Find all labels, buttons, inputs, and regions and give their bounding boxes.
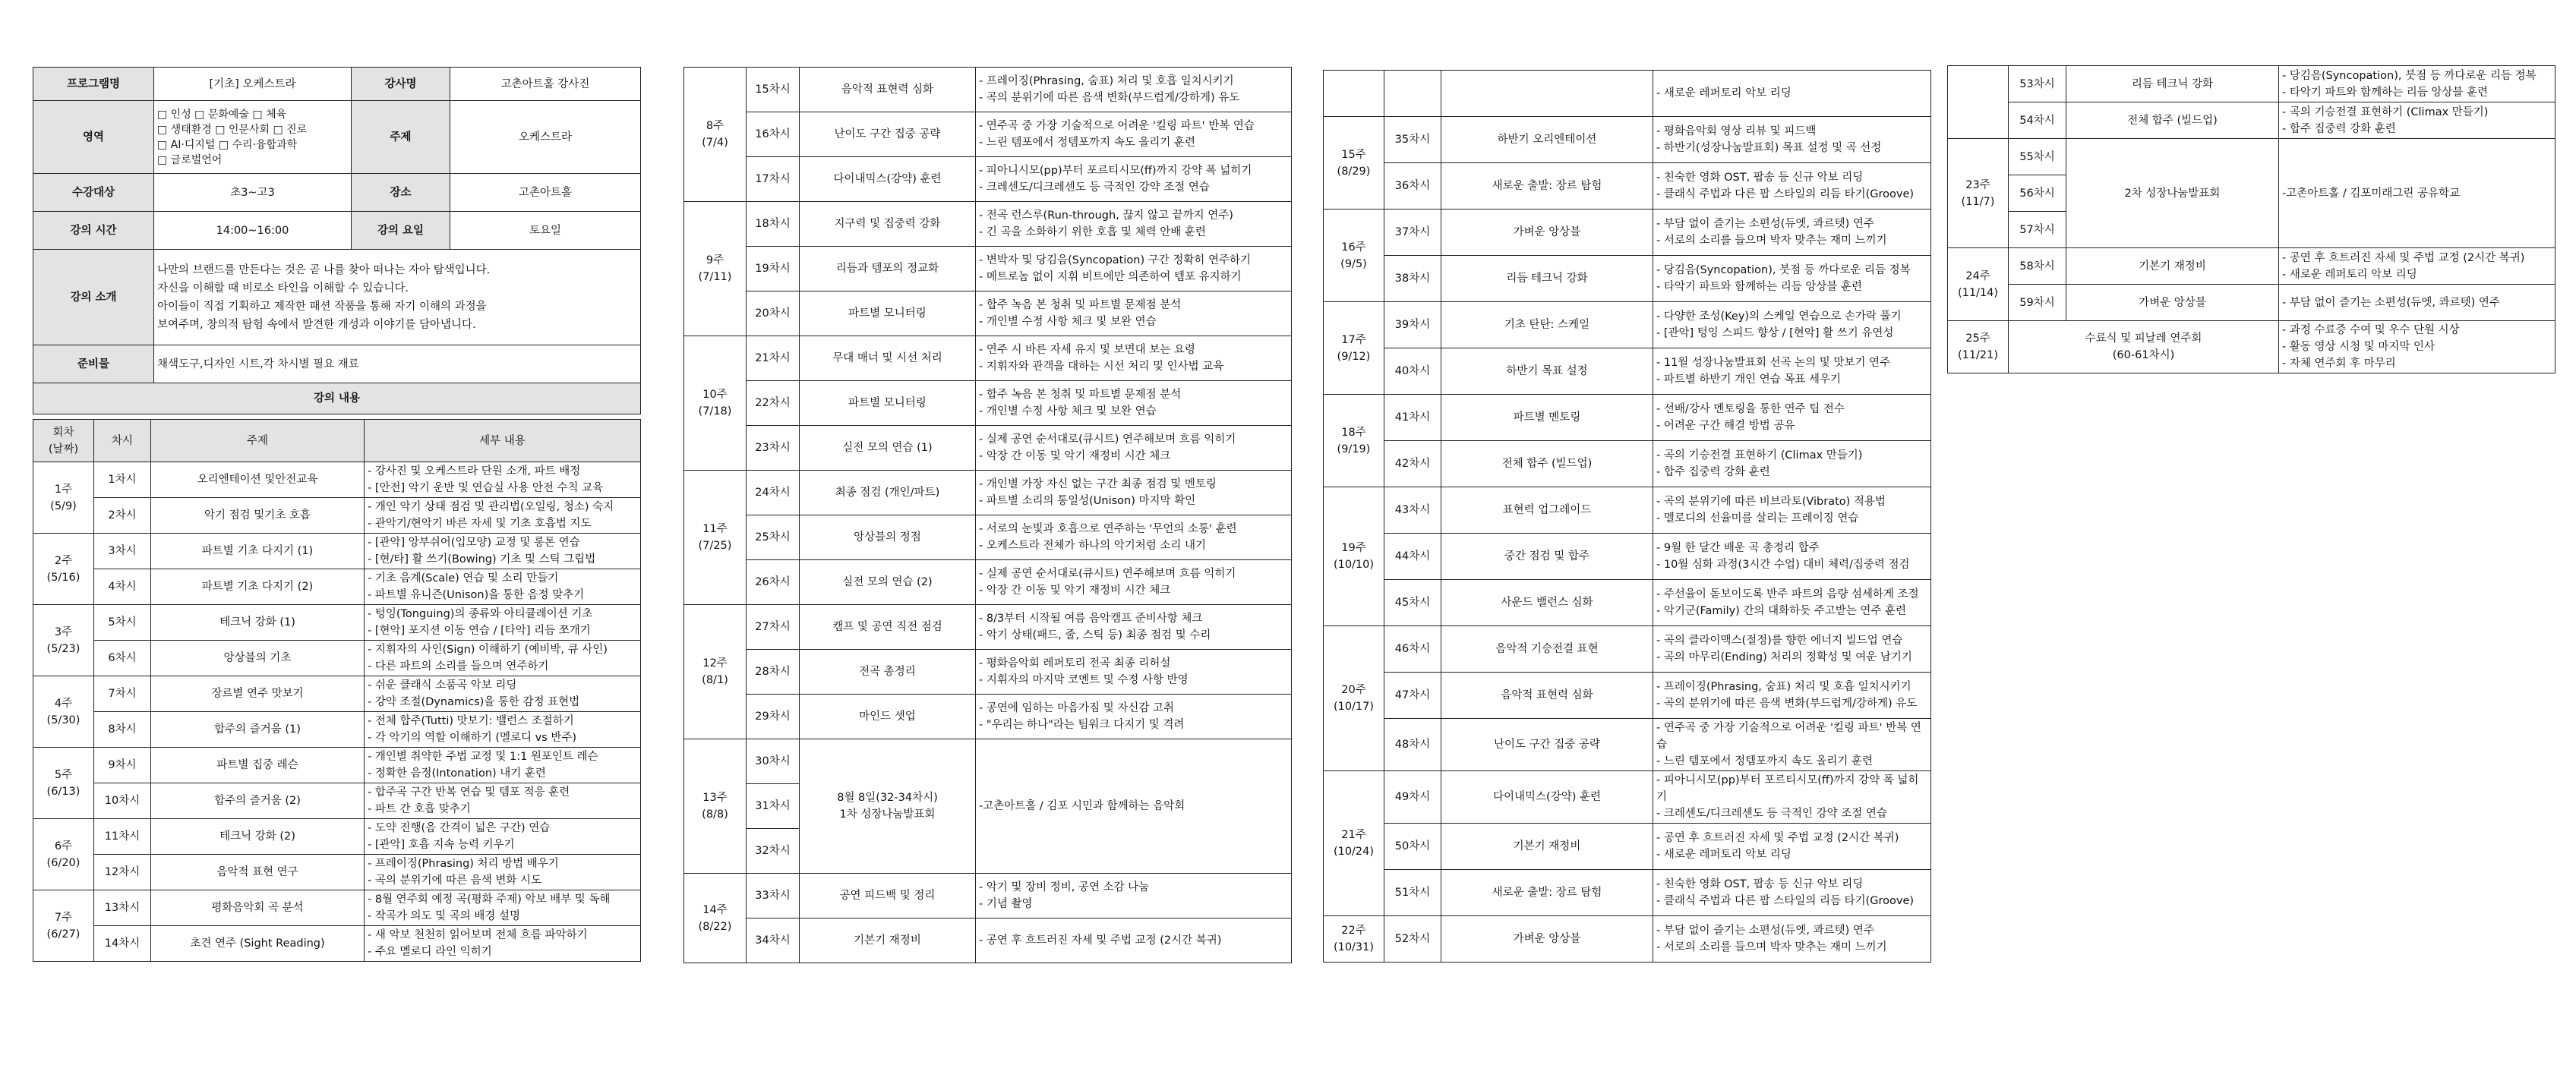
- session-cell: 18차시: [747, 202, 800, 247]
- week-cell: 18주 (9/19): [1324, 395, 1384, 487]
- session-cell: 10차시: [94, 783, 151, 819]
- week-cell: 1주 (5/9): [33, 462, 94, 534]
- week-cell: 8주 (7/4): [684, 68, 747, 202]
- detail-cell: - 변박자 및 당김음(Syncopation) 구간 정확히 연주하기 - 메트로놈 없이 지휘 비트에만 의존하여 템포 유지하기: [976, 247, 1292, 291]
- program-info-table: [33, 67, 641, 414]
- session-cell: 42차시: [1384, 441, 1441, 487]
- week-cell: 7주 (6/27): [33, 890, 94, 962]
- topic-cell: 전체 합주 (빌드업): [2066, 102, 2279, 139]
- session-cell: 38차시: [1384, 256, 1441, 302]
- detail-cell: - 연주 시 바른 자세 유지 및 보면대 보는 요령 - 지휘자와 관객을 대하는 시선 처리 및 인사법 교육: [976, 336, 1292, 381]
- table-row: [1948, 285, 2555, 321]
- topic-cell: 다이내믹스(강약) 훈련: [800, 157, 976, 202]
- content-heading: 강의 내용: [33, 383, 641, 414]
- topic-cell: 합주의 즐거움 (1): [151, 712, 365, 748]
- session-cell: 15차시: [747, 68, 800, 112]
- detail-cell: - 개인 악기 상태 점검 및 관리법(오일링, 청소) 숙지 - 관악기/현악기 바른 자세 및 기초 호흡법 지도: [365, 498, 641, 534]
- session-cell: 52차시: [1384, 916, 1441, 963]
- detail-cell: - 쉬운 클래식 소품곡 악보 리딩 - 강약 조절(Dynamics)을 통한 감정 표현법: [365, 676, 641, 712]
- topic-cell: 기본기 재정비: [1441, 824, 1653, 870]
- time-value: 14:00~16:00: [154, 212, 352, 250]
- theme-value: 오케스트라: [450, 101, 641, 174]
- topic-cell: 리듬 테크닉 강화: [1441, 256, 1653, 302]
- table-row: [1324, 580, 1931, 626]
- table-row: [684, 695, 1292, 739]
- week-cell: 11주 (7/25): [684, 471, 747, 605]
- topic-cell: 하반기 목표 설정: [1441, 348, 1653, 395]
- topic-cell: 음악적 표현 연구: [151, 855, 365, 890]
- detail-cell: - 평화음악회 영상 리뷰 및 피드백 - 하반기(성장나눔발표회) 목표 설정 및 곡 선정: [1653, 117, 1931, 163]
- table-row: [1324, 117, 1931, 163]
- instructor-label: 강사명: [352, 68, 450, 101]
- session-cell: 9차시: [94, 748, 151, 783]
- week-cell: 4주 (5/30): [33, 676, 94, 748]
- day-label: 강의 요일: [352, 212, 450, 250]
- week-cell: 12주 (8/1): [684, 605, 747, 739]
- table-row: [33, 641, 641, 676]
- topic-cell: 장르별 연주 맛보기: [151, 676, 365, 712]
- detail-cell: - 당김음(Syncopation), 붓점 등 까다로운 리듬 정복 - 타악기 파트와 함께하는 리듬 앙상블 훈련: [2279, 66, 2555, 102]
- table-row: [1324, 870, 1931, 916]
- table-row: [684, 471, 1292, 515]
- table-row: [1324, 71, 1931, 117]
- week-cell: [1324, 71, 1384, 117]
- topic-cell: 새로운 출발: 장르 탐험: [1441, 163, 1653, 210]
- session-cell: 30차시: [747, 739, 800, 784]
- table-row: [684, 426, 1292, 471]
- detail-cell: - 강사진 및 오케스트라 단원 소개, 파트 배정 - [안전] 악기 운반 및 연습실 사용 안전 수칙 교육: [365, 462, 641, 498]
- topic-cell: 가벼운 앙상블: [1441, 916, 1653, 963]
- session-cell: 20차시: [747, 291, 800, 336]
- detail-cell: - 공연에 임하는 마음가짐 및 자신감 고취 - "우리는 하나"라는 팀워크 다지기 및 격려: [976, 695, 1292, 739]
- table-row: [33, 462, 641, 498]
- week-cell: 6주 (6/20): [33, 819, 94, 890]
- session-cell: [1384, 71, 1441, 117]
- session-cell: 25차시: [747, 515, 800, 560]
- detail-cell: - 9월 한 달간 배운 곡 총정리 합주 - 10월 심화 과정(3시간 수업) 대비 체력/집중력 점검: [1653, 534, 1931, 580]
- topic-cell: 난이도 구간 집중 공략: [800, 112, 976, 157]
- detail-cell: - 곡의 분위기에 따른 비브라토(Vibrato) 적용법 - 멜로디의 선율미를 살리는 프레이징 연습: [1653, 487, 1931, 534]
- week-cell: 2주 (5/16): [33, 534, 94, 605]
- topic-cell: 공연 피드백 및 정리: [800, 874, 976, 918]
- topic-cell: 음악적 표현력 심화: [800, 68, 976, 112]
- detail-cell: - 8/3부터 시작될 여름 음악캠프 준비사항 체크 - 악기 상태(패드, 줄, 스틱 등) 최종 점검 및 수리: [976, 605, 1292, 650]
- day-value: 토요일: [450, 212, 641, 250]
- topic-cell: 테크닉 강화 (2): [151, 819, 365, 855]
- session-cell: 14차시: [94, 926, 151, 962]
- week-cell: 19주 (10/10): [1324, 487, 1384, 626]
- detail-cell: - 선배/강사 멘토링을 통한 연주 팁 전수 - 어려운 구간 해결 방법 공유: [1653, 395, 1931, 441]
- session-cell: 48차시: [1384, 719, 1441, 771]
- topic-cell: 초견 연주 (Sight Reading): [151, 926, 365, 962]
- detail-cell: - 다양한 조성(Key)의 스케일 연습으로 손가락 풀기 - [관악] 텅잉 스피드 향상 / [현악] 활 쓰기 유연성: [1653, 302, 1931, 348]
- session-cell: 12차시: [94, 855, 151, 890]
- topic-cell: 캠프 및 공연 직전 점검: [800, 605, 976, 650]
- table-row: [33, 605, 641, 641]
- topic-cell: 평화음악회 곡 분석: [151, 890, 365, 926]
- session-cell: 29차시: [747, 695, 800, 739]
- table-row: [1324, 348, 1931, 395]
- topic-cell: [1441, 71, 1653, 117]
- detail-cell: - 부담 없이 즐기는 소편성(듀엣, 콰르텟) 연주 - 서로의 소리를 들으며 박자 맞추는 재미 느끼기: [1653, 916, 1931, 963]
- session-cell: 36차시: [1384, 163, 1441, 210]
- week-cell: 22주 (10/31): [1324, 916, 1384, 963]
- topic-cell: 앙상블의 기초: [151, 641, 365, 676]
- topic-cell: 실전 모의 연습 (1): [800, 426, 976, 471]
- table-row: [33, 534, 641, 569]
- detail-cell: - 전체 합주(Tutti) 맛보기: 밸런스 조절하기 - 각 악기의 역할 이해하기 (멜로디 vs 반주): [365, 712, 641, 748]
- detail-cell: - 서로의 눈빛과 호흡으로 연주하는 '무언의 소통' 훈련 - 오케스트라 전체가 하나의 악기처럼 소리 내기: [976, 515, 1292, 560]
- topic-cell: 리듬 테크닉 강화: [2066, 66, 2279, 102]
- detail-cell: -고촌아트홀 / 김포 시민과 함께하는 음악회: [976, 739, 1292, 874]
- session-cell: 40차시: [1384, 348, 1441, 395]
- session-cell: 1차시: [94, 462, 151, 498]
- header-detail: 세부 내용: [365, 420, 641, 462]
- detail-cell: - 도약 진행(음 간격이 넓은 구간) 연습 - [관악] 호흡 지속 능력 키우기: [365, 819, 641, 855]
- table-row: [33, 676, 641, 712]
- table-row: [684, 112, 1292, 157]
- week-cell: 5주 (6/13): [33, 748, 94, 819]
- table-row: [1948, 321, 2555, 373]
- session-cell: 37차시: [1384, 210, 1441, 256]
- table-row: [1324, 534, 1931, 580]
- table-row: [1324, 210, 1931, 256]
- session-cell: 55차시: [2009, 139, 2066, 175]
- target-label: 수강대상: [33, 174, 154, 212]
- detail-cell: - 피아니시모(pp)부터 포르티시모(ff)까지 강약 폭 넓히기 - 크레센도/디크레센도 등 극적인 강약 조절 연습: [1653, 771, 1931, 824]
- week-cell: 9주 (7/11): [684, 202, 747, 336]
- prep-value: 채색도구,디자인 시트,각 차시별 필요 재료: [154, 345, 641, 383]
- header-week: 회차 (날짜): [33, 420, 94, 462]
- table-row: [1324, 719, 1931, 771]
- detail-cell: - 평화음악회 레퍼토리 전곡 최종 리허설 - 지휘자의 마지막 코멘트 및 수정 사항 반영: [976, 650, 1292, 695]
- week-cell: [1948, 66, 2009, 139]
- topic-cell: 기본기 재정비: [800, 918, 976, 963]
- session-cell: 22차시: [747, 381, 800, 426]
- session-cell: 54차시: [2009, 102, 2066, 139]
- table-row: [33, 890, 641, 926]
- detail-cell: - 텅잉(Tonguing)의 종류와 아티큘레이션 기초 - [현악] 포지션 이동 연습 / [타악] 리듬 쪼개기: [365, 605, 641, 641]
- topic-cell: 지구력 및 집중력 강화: [800, 202, 976, 247]
- schedule-panel-1: [33, 67, 640, 962]
- topic-cell: 새로운 출발: 장르 탐험: [1441, 870, 1653, 916]
- detail-cell: - 새 악보 천천히 읽어보며 전체 흐름 파악하기 - 주요 멜로디 라인 익히기: [365, 926, 641, 962]
- topic-cell: 기본기 재정비: [2066, 248, 2279, 285]
- topic-cell: 전체 합주 (빌드업): [1441, 441, 1653, 487]
- session-cell: 44차시: [1384, 534, 1441, 580]
- detail-cell: - 연주곡 중 가장 기술적으로 어려운 '킬링 파트' 반복 연습 - 느린 템포에서 정템포까지 속도 올리기 훈련: [976, 112, 1292, 157]
- table-row: [1324, 395, 1931, 441]
- topic-cell: 표현력 업그레이드: [1441, 487, 1653, 534]
- detail-cell: -고촌아트홀 / 김포미래그린 공유학교: [2279, 139, 2555, 248]
- week-cell: 21주 (10/24): [1324, 771, 1384, 916]
- schedule-panel-3: [1323, 70, 1930, 963]
- session-cell: 59차시: [2009, 285, 2066, 321]
- session-cell: 33차시: [747, 874, 800, 918]
- program-value: [기초] 오케스트라: [154, 68, 352, 101]
- table-row: [33, 819, 641, 855]
- program-label: 프로그램명: [33, 68, 154, 101]
- table-row: [1324, 163, 1931, 210]
- session-cell: 43차시: [1384, 487, 1441, 534]
- topic-cell: 리듬과 템포의 정교화: [800, 247, 976, 291]
- week-cell: 13주 (8/8): [684, 739, 747, 874]
- table-row: [1324, 824, 1931, 870]
- detail-cell: - 과정 수료증 수여 및 우수 단원 시상 - 활동 영상 시청 및 마지막 인사 - 자체 연주회 후 마무리: [2279, 321, 2555, 373]
- detail-cell: - 주선율이 돋보이도록 반주 파트의 음량 섬세하게 조절 - 악기군(Family) 간의 대화하듯 주고받는 연주 훈련: [1653, 580, 1931, 626]
- detail-cell: - 당김음(Syncopation), 붓점 등 까다로운 리듬 정복 - 타악기 파트와 함께하는 리듬 앙상블 훈련: [1653, 256, 1931, 302]
- week-cell: 16주 (9/5): [1324, 210, 1384, 302]
- table-row: [1324, 771, 1931, 824]
- detail-cell: - 공연 후 흐트러진 자세 및 주법 교정 (2시간 복귀): [976, 918, 1292, 963]
- session-cell: 21차시: [747, 336, 800, 381]
- schedule-table-2: [683, 67, 1292, 963]
- week-cell: 25주 (11/21): [1948, 321, 2009, 373]
- session-cell: 7차시: [94, 676, 151, 712]
- session-cell: 41차시: [1384, 395, 1441, 441]
- table-row: [1948, 102, 2555, 139]
- topic-cell: 난이도 구간 집중 공략: [1441, 719, 1653, 771]
- schedule-panel-4: [1947, 65, 2555, 373]
- schedule-table-4: [1947, 65, 2555, 373]
- detail-cell: - 합주 녹음 본 청취 및 파트별 문제점 분석 - 개인별 수정 사항 체크 및 보완 연습: [976, 291, 1292, 336]
- session-cell: 5차시: [94, 605, 151, 641]
- detail-cell: - 친숙한 영화 OST, 팝송 등 신규 악보 리딩 - 클래식 주법과 다른 팝 스타일의 리듬 타기(Groove): [1653, 870, 1931, 916]
- session-cell: 58차시: [2009, 248, 2066, 285]
- table-row: [684, 874, 1292, 918]
- header-session: 차시: [94, 420, 151, 462]
- detail-cell: - 개인별 가장 자신 없는 구간 최종 점검 및 멘토링 - 파트별 소리의 통일성(Unison) 마지막 확인: [976, 471, 1292, 515]
- detail-cell: - 프레이징(Phrasing) 처리 방법 배우기 - 곡의 분위기에 따른 음색 변화 시도: [365, 855, 641, 890]
- header-topic: 주제: [151, 420, 365, 462]
- detail-cell: - 합주 녹음 본 청취 및 파트별 문제점 분석 - 개인별 수정 사항 체크 및 보완 연습: [976, 381, 1292, 426]
- session-cell: 35차시: [1384, 117, 1441, 163]
- session-cell: 32차시: [747, 829, 800, 874]
- topic-cell: 파트별 멘토링: [1441, 395, 1653, 441]
- place-value: 고촌아트홀: [450, 174, 641, 212]
- table-row: [33, 498, 641, 534]
- topic-cell: 8월 8일(32-34차시) 1차 성장나눔발표회: [800, 739, 976, 874]
- table-row: [684, 247, 1292, 291]
- topic-cell: 하반기 오리엔테이션: [1441, 117, 1653, 163]
- session-cell: 49차시: [1384, 771, 1441, 824]
- area-checkboxes: □ 인성 □ 문화예술 □ 체육 □ 생태환경 □ 인문사회 □ 진로 □ AI·디지털 □ 수리·융합과학 □ 글로벌언어: [154, 101, 352, 174]
- detail-cell: - 개인별 취약한 주법 교정 및 1:1 원포인트 레슨 - 정확한 음정(Intonation) 내기 훈련: [365, 748, 641, 783]
- detail-cell: - 곡의 기승전결 표현하기 (Climax 만들기) - 합주 집중력 강화 훈련: [2279, 102, 2555, 139]
- table-row: [684, 68, 1292, 112]
- session-cell: 23차시: [747, 426, 800, 471]
- table-row: [33, 712, 641, 748]
- detail-cell: - 친숙한 영화 OST, 팝송 등 신규 악보 리딩 - 클래식 주법과 다른 팝 스타일의 리듬 타기(Groove): [1653, 163, 1931, 210]
- merged-topic-cell: 수료식 및 피날레 연주회 (60-61차시): [2009, 321, 2279, 373]
- topic-cell: 테크닉 강화 (1): [151, 605, 365, 641]
- time-label: 강의 시간: [33, 212, 154, 250]
- table-row: [1324, 916, 1931, 963]
- session-cell: 2차시: [94, 498, 151, 534]
- session-cell: 17차시: [747, 157, 800, 202]
- table-row: [684, 381, 1292, 426]
- week-cell: 15주 (8/29): [1324, 117, 1384, 210]
- intro-text: 나만의 브랜드를 만든다는 것은 곧 나를 찾아 떠나는 자아 탐색입니다. 자신을 이해할 때 비로소 타인을 이해할 수 있습니다. 아이들이 직접 기획하고 제작한 패션 작품을 통해 자기 이해의 과정을 보여주며, 창의적 탐험 속에서 발견한 개성과 이야기를 담아냅니다.: [154, 250, 641, 345]
- session-cell: 26차시: [747, 560, 800, 605]
- detail-cell: - 실제 공연 순서대로(큐시트) 연주해보며 흐름 익히기 - 악장 간 이동 및 악기 재정비 시간 체크: [976, 426, 1292, 471]
- topic-cell: 합주의 즐거움 (2): [151, 783, 365, 819]
- theme-label: 주제: [352, 101, 450, 174]
- table-row: [684, 650, 1292, 695]
- table-row: [684, 202, 1292, 247]
- table-row: [1948, 248, 2555, 285]
- detail-cell: - 프레이징(Phrasing, 숨표) 처리 및 호흡 일치시키기 - 곡의 분위기에 따른 음색 변화(부드럽게/강하게) 유도: [976, 68, 1292, 112]
- session-cell: 39차시: [1384, 302, 1441, 348]
- topic-cell: 오리엔테이션 및안전교육: [151, 462, 365, 498]
- topic-cell: 파트별 모니터링: [800, 381, 976, 426]
- topic-cell: 마인드 셋업: [800, 695, 976, 739]
- schedule-table-3: [1323, 70, 1931, 963]
- session-cell: 46차시: [1384, 626, 1441, 673]
- topic-cell: 전곡 총정리: [800, 650, 976, 695]
- topic-cell: 앙상블의 정점: [800, 515, 976, 560]
- detail-cell: - 악기 및 장비 정비, 공연 소감 나눔 - 기념 촬영: [976, 874, 1292, 918]
- session-cell: 50차시: [1384, 824, 1441, 870]
- topic-cell: 파트별 기초 다지기 (2): [151, 569, 365, 605]
- topic-cell: 최종 점검 (개인/파트): [800, 471, 976, 515]
- table-row: [684, 515, 1292, 560]
- table-row: [33, 926, 641, 962]
- table-row: [684, 560, 1292, 605]
- session-cell: 11차시: [94, 819, 151, 855]
- detail-cell: - 곡의 기승전결 표현하기 (Climax 만들기) - 합주 집중력 강화 훈련: [1653, 441, 1931, 487]
- session-cell: 45차시: [1384, 580, 1441, 626]
- table-row: [684, 291, 1292, 336]
- session-cell: 57차시: [2009, 212, 2066, 248]
- detail-cell: - 피아니시모(pp)부터 포르티시모(ff)까지 강약 폭 넓히기 - 크레센도/디크레센도 등 극적인 강약 조절 연습: [976, 157, 1292, 202]
- schedule-table-1: [33, 419, 641, 962]
- session-cell: 51차시: [1384, 870, 1441, 916]
- table-row: [33, 569, 641, 605]
- table-row: [684, 157, 1292, 202]
- topic-cell: 가벼운 앙상블: [2066, 285, 2279, 321]
- topic-cell: 사운드 밸런스 심화: [1441, 580, 1653, 626]
- week-cell: 14주 (8/22): [684, 874, 747, 963]
- topic-cell: 중간 점검 및 합주: [1441, 534, 1653, 580]
- session-cell: 6차시: [94, 641, 151, 676]
- session-cell: 28차시: [747, 650, 800, 695]
- topic-cell: 파트별 기초 다지기 (1): [151, 534, 365, 569]
- place-label: 장소: [352, 174, 450, 212]
- topic-cell: 음악적 기승전결 표현: [1441, 626, 1653, 673]
- detail-cell: - 부담 없이 즐기는 소편성(듀엣, 콰르텟) 연주: [2279, 285, 2555, 321]
- session-cell: 27차시: [747, 605, 800, 650]
- session-cell: 3차시: [94, 534, 151, 569]
- session-cell: 13차시: [94, 890, 151, 926]
- session-cell: 8차시: [94, 712, 151, 748]
- session-cell: 47차시: [1384, 673, 1441, 719]
- intro-label: 강의 소개: [33, 250, 154, 345]
- detail-cell: - 새로운 레퍼토리 악보 리딩: [1653, 71, 1931, 117]
- week-cell: 10주 (7/18): [684, 336, 747, 471]
- week-cell: 17주 (9/12): [1324, 302, 1384, 395]
- detail-cell: - 연주곡 중 가장 기술적으로 어려운 '킬링 파트' 반복 연습 - 느린 템포에서 정템포까지 속도 올리기 훈련: [1653, 719, 1931, 771]
- table-row: [33, 783, 641, 819]
- session-cell: 16차시: [747, 112, 800, 157]
- table-row: [33, 855, 641, 890]
- detail-cell: - 8월 연주회 예정 곡(평화 주제) 악보 배부 및 독해 - 작곡가 의도 및 곡의 배경 설명: [365, 890, 641, 926]
- target-value: 초3~고3: [154, 174, 352, 212]
- detail-cell: - 곡의 클라이맥스(절정)를 향한 에너지 빌드업 연습 - 곡의 마무리(Ending) 처리의 정확성 및 여운 남기기: [1653, 626, 1931, 673]
- topic-cell: 가벼운 앙상블: [1441, 210, 1653, 256]
- table-row: [1948, 139, 2555, 175]
- table-row: [1948, 66, 2555, 102]
- topic-cell: 2차 성장나눔발표회: [2066, 139, 2279, 248]
- session-cell: 56차시: [2009, 175, 2066, 212]
- topic-cell: 기초 탄탄: 스케일: [1441, 302, 1653, 348]
- instructor-value: 고촌아트홀 강사진: [450, 68, 641, 101]
- detail-cell: - 실제 공연 순서대로(큐시트) 연주해보며 흐름 익히기 - 악장 간 이동 및 악기 재정비 시간 체크: [976, 560, 1292, 605]
- detail-cell: - 전곡 런스루(Run-through, 끊지 않고 끝까지 연주) - 긴 곡을 소화하기 위한 호흡 및 체력 안배 훈련: [976, 202, 1292, 247]
- detail-cell: - 공연 후 흐트러진 자세 및 주법 교정 (2시간 복귀) - 새로운 레퍼토리 악보 리딩: [2279, 248, 2555, 285]
- session-cell: 19차시: [747, 247, 800, 291]
- area-label: 영역: [33, 101, 154, 174]
- detail-cell: - 공연 후 흐트러진 자세 및 주법 교정 (2시간 복귀) - 새로운 레퍼토리 악보 리딩: [1653, 824, 1931, 870]
- table-row: [1324, 256, 1931, 302]
- table-row: [33, 748, 641, 783]
- week-cell: 3주 (5/23): [33, 605, 94, 676]
- session-cell: 31차시: [747, 784, 800, 829]
- topic-cell: 악기 점검 및기초 호흡: [151, 498, 365, 534]
- detail-cell: - [관악] 앙부쉬어(입모양) 교정 및 롱톤 연습 - [현/타] 활 쓰기(Bowing) 기초 및 스틱 그립법: [365, 534, 641, 569]
- session-cell: 4차시: [94, 569, 151, 605]
- detail-cell: - 11월 성장나눔발표회 선곡 논의 및 맛보기 연주 - 파트별 하반기 개인 연습 목표 세우기: [1653, 348, 1931, 395]
- table-row: [684, 605, 1292, 650]
- topic-cell: 실전 모의 연습 (2): [800, 560, 976, 605]
- detail-cell: - 기초 음계(Scale) 연습 및 소리 만들기 - 파트별 유니즌(Unison)을 통한 음정 맞추기: [365, 569, 641, 605]
- table-row: [684, 918, 1292, 963]
- topic-cell: 파트별 모니터링: [800, 291, 976, 336]
- detail-cell: - 프레이징(Phrasing, 숨표) 처리 및 호흡 일치시키기 - 곡의 분위기에 따른 음색 변화(부드럽게/강하게) 유도: [1653, 673, 1931, 719]
- week-cell: 23주 (11/7): [1948, 139, 2009, 248]
- table-row: [1324, 487, 1931, 534]
- session-cell: 34차시: [747, 918, 800, 963]
- detail-cell: - 합주곡 구간 반복 연습 및 템포 적응 훈련 - 파트 간 호흡 맞추기: [365, 783, 641, 819]
- schedule-panel-2: [683, 67, 1291, 963]
- session-cell: 24차시: [747, 471, 800, 515]
- week-cell: 20주 (10/17): [1324, 626, 1384, 771]
- detail-cell: - 지휘자의 사인(Sign) 이해하기 (예비박, 큐 사인) - 다른 파트의 소리를 들으며 연주하기: [365, 641, 641, 676]
- topic-cell: 무대 매너 및 시선 처리: [800, 336, 976, 381]
- session-cell: 53차시: [2009, 66, 2066, 102]
- table-row: [1324, 302, 1931, 348]
- prep-label: 준비물: [33, 345, 154, 383]
- table-row: [1324, 673, 1931, 719]
- detail-cell: - 부담 없이 즐기는 소편성(듀엣, 콰르텟) 연주 - 서로의 소리를 들으며 박자 맞추는 재미 느끼기: [1653, 210, 1931, 256]
- week-cell: 24주 (11/14): [1948, 248, 2009, 321]
- table-row: [684, 739, 1292, 784]
- table-row: [1324, 441, 1931, 487]
- topic-cell: 파트별 집중 레슨: [151, 748, 365, 783]
- table-row: [684, 336, 1292, 381]
- topic-cell: 음악적 표현력 심화: [1441, 673, 1653, 719]
- topic-cell: 다이내믹스(강약) 훈련: [1441, 771, 1653, 824]
- table-row: [1324, 626, 1931, 673]
